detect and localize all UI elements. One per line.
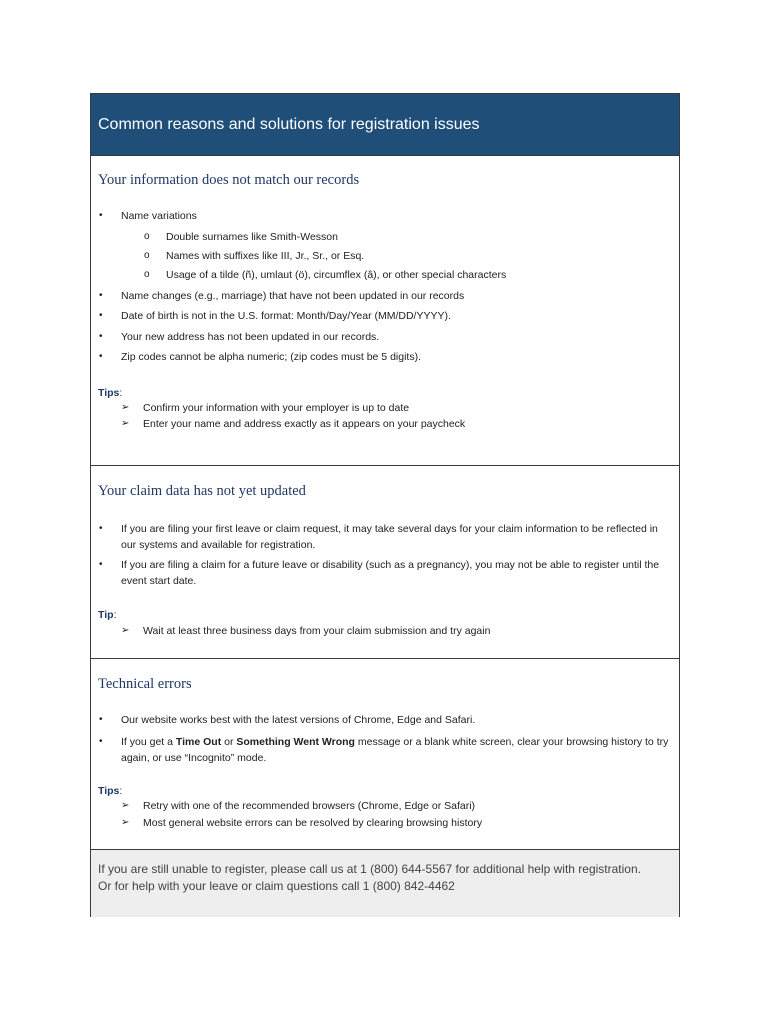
circle-bullet-icon: o	[144, 231, 150, 242]
tip-item: Enter your name and address exactly as it appears on your paycheck	[143, 418, 466, 430]
list-item: Name changes (e.g., marriage) that have not been updated in our records	[121, 290, 465, 302]
section-title: Technical errors	[98, 676, 192, 692]
text-fragment: or	[221, 736, 237, 748]
tip-item: Wait at least three business days from your claim submission and try again	[143, 625, 491, 637]
list-item: Name variations	[121, 210, 197, 222]
bullet-icon: •	[99, 210, 103, 221]
tip-label-text: Tip	[98, 609, 114, 621]
section-claim-data	[91, 465, 679, 658]
bullet-icon: •	[99, 331, 103, 342]
bullet-icon: •	[99, 559, 103, 570]
arrow-bullet-icon: ➢	[121, 625, 130, 636]
tip-item: Confirm your information with your employer is up to date	[143, 402, 410, 414]
section-technical-errors	[91, 658, 679, 849]
text-fragment: message or a blank white screen, clear your browsing history to try again, or use “Incognito” mode.	[121, 736, 669, 764]
list-item: Your new address has not been updated in our records.	[121, 331, 380, 343]
sub-list-item: Double surnames like Smith-Wesson	[166, 231, 338, 243]
bullet-icon: •	[99, 310, 103, 321]
arrow-bullet-icon: ➢	[121, 817, 130, 828]
footer-line: Or for help with your leave or claim questions call 1 (800) 842-4462	[98, 879, 455, 893]
arrow-bullet-icon: ➢	[121, 418, 130, 429]
section-records-mismatch	[91, 155, 679, 466]
arrow-bullet-icon: ➢	[121, 402, 130, 413]
section-title: Your claim data has not yet updated	[98, 483, 306, 499]
sub-list-item: Names with suffixes like III, Jr., Sr., or Esq.	[166, 250, 365, 262]
tip-label	[98, 609, 116, 621]
tip-item: Most general website errors can be resolved by clearing browsing history	[143, 817, 483, 829]
list-item: Zip codes cannot be alpha numeric; (zip codes must be 5 digits).	[121, 351, 421, 363]
bullet-icon: •	[99, 523, 103, 534]
section-title: Your information does not match our records	[98, 172, 360, 188]
arrow-bullet-icon: ➢	[121, 800, 130, 811]
footer-line: If you are still unable to register, please call us at 1 (800) 644-5567 for additional help with registration.	[98, 862, 641, 876]
something-went-wrong-text: Something Went Wrong	[236, 736, 355, 748]
list-item: Date of birth is not in the U.S. format: Month/Day/Year (MM/DD/YYYY).	[121, 310, 451, 322]
tips-label	[98, 387, 122, 399]
page-title: Common reasons and solutions for registration issues	[91, 94, 679, 155]
tips-colon: :	[119, 785, 123, 797]
text-fragment: If you get a	[121, 736, 176, 748]
circle-bullet-icon: o	[144, 250, 150, 261]
tips-label	[98, 785, 122, 797]
list-item: Our website works best with the latest versions of Chrome, Edge and Safari.	[121, 714, 476, 726]
list-item: If you are filing your first leave or claim request, it may take several days for your claim information to be reflected in our systems and available for registration.	[121, 523, 658, 551]
circle-bullet-icon: o	[144, 269, 150, 280]
tip-item: Retry with one of the recommended browsers (Chrome, Edge or Safari)	[143, 800, 476, 812]
tips-label-text: Tips	[98, 387, 120, 399]
sub-list-item: Usage of a tilde (ñ), umlaut (ö), circumflex (â), or other special characters	[166, 269, 507, 281]
registration-issues-panel	[90, 93, 680, 917]
bullet-icon: •	[99, 736, 103, 747]
bullet-icon: •	[99, 290, 103, 301]
bullet-icon: •	[99, 351, 103, 362]
tip-colon: :	[113, 609, 117, 621]
help-contact-footer	[91, 849, 679, 917]
list-item: If you are filing a claim for a future leave or disability (such as a pregnancy), you may not be able to register until the event start date.	[121, 559, 660, 587]
bullet-icon: •	[99, 714, 103, 725]
time-out-text: Time Out	[175, 736, 222, 748]
list-item	[121, 734, 673, 766]
tips-colon: :	[119, 387, 123, 399]
tips-label-text: Tips	[98, 785, 120, 797]
